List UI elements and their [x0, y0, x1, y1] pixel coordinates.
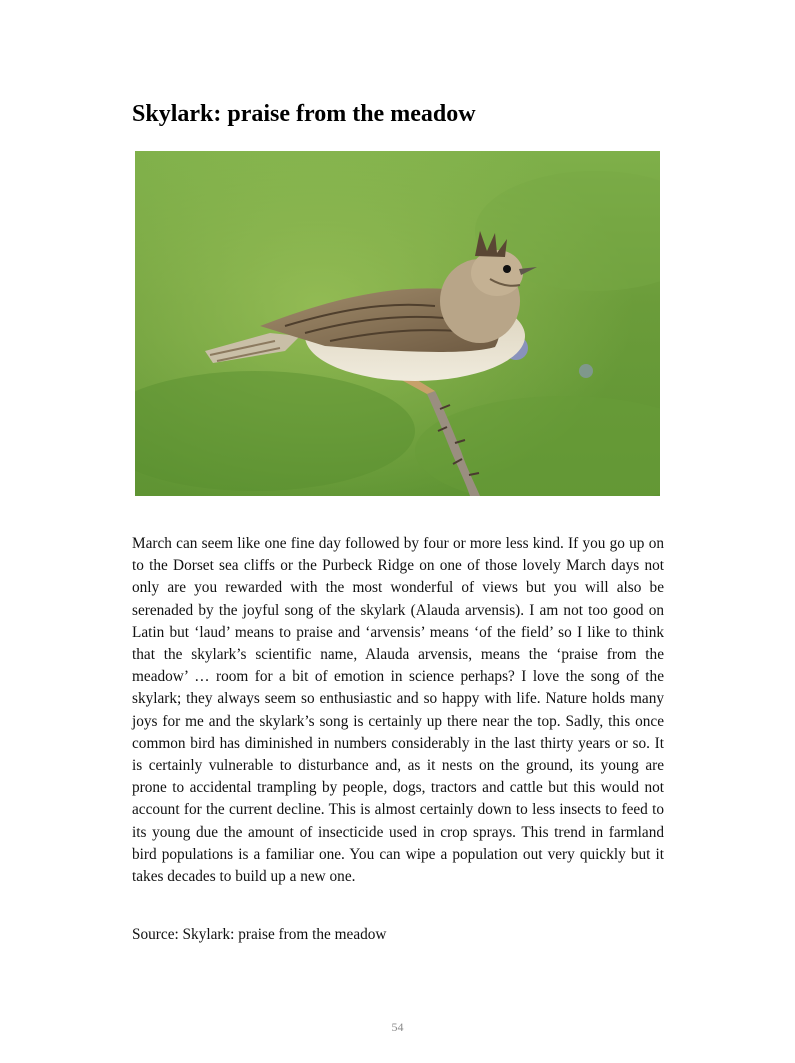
- article-body: March can seem like one fine day followed by four or more less kind. If you go up on to the Dorset sea cliffs or the Purbeck Ridge on one of those lovely March days not only are you rewarded with the most wonderful of views but you will also be serenaded by the joyful song of the skylark (Alauda arvensis). I am not too good on Latin but ‘laud’ means to praise and ‘arvensis’ means ‘of the field’ so I like to think that the skylark’s scientific name, Alauda arvensis, means the ‘praise from the meadow’ … room for a bit of emotion in science perhaps? I love the song of the skylark; they always seem so enthusiastic and so happy with life. Nature holds many joys for me and the skylark’s song is certainly up there near the top. Sadly, this once common bird has diminished in numbers considerably in the last thirty years or so. It is certainly vulnerable to disturbance and, as it nests on the ground, its young are prone to accidental trampling by people, dogs, tractors and cattle but this would not account for the current decline. This is almost certainly down to less insects to feed to its young due the amount of insecticide used in crop sprays. This trend in farmland bird populations is a familiar one. You can wipe a population out very quickly but it takes decades to build up a new one.: [132, 535, 664, 886]
- source-line: Source: Skylark: praise from the meadow: [132, 926, 387, 943]
- skylark-photo: [135, 151, 660, 496]
- page-number: 54: [391, 1020, 404, 1034]
- skylark-illustration: [135, 151, 660, 496]
- page-title: Skylark: praise from the meadow: [132, 101, 476, 127]
